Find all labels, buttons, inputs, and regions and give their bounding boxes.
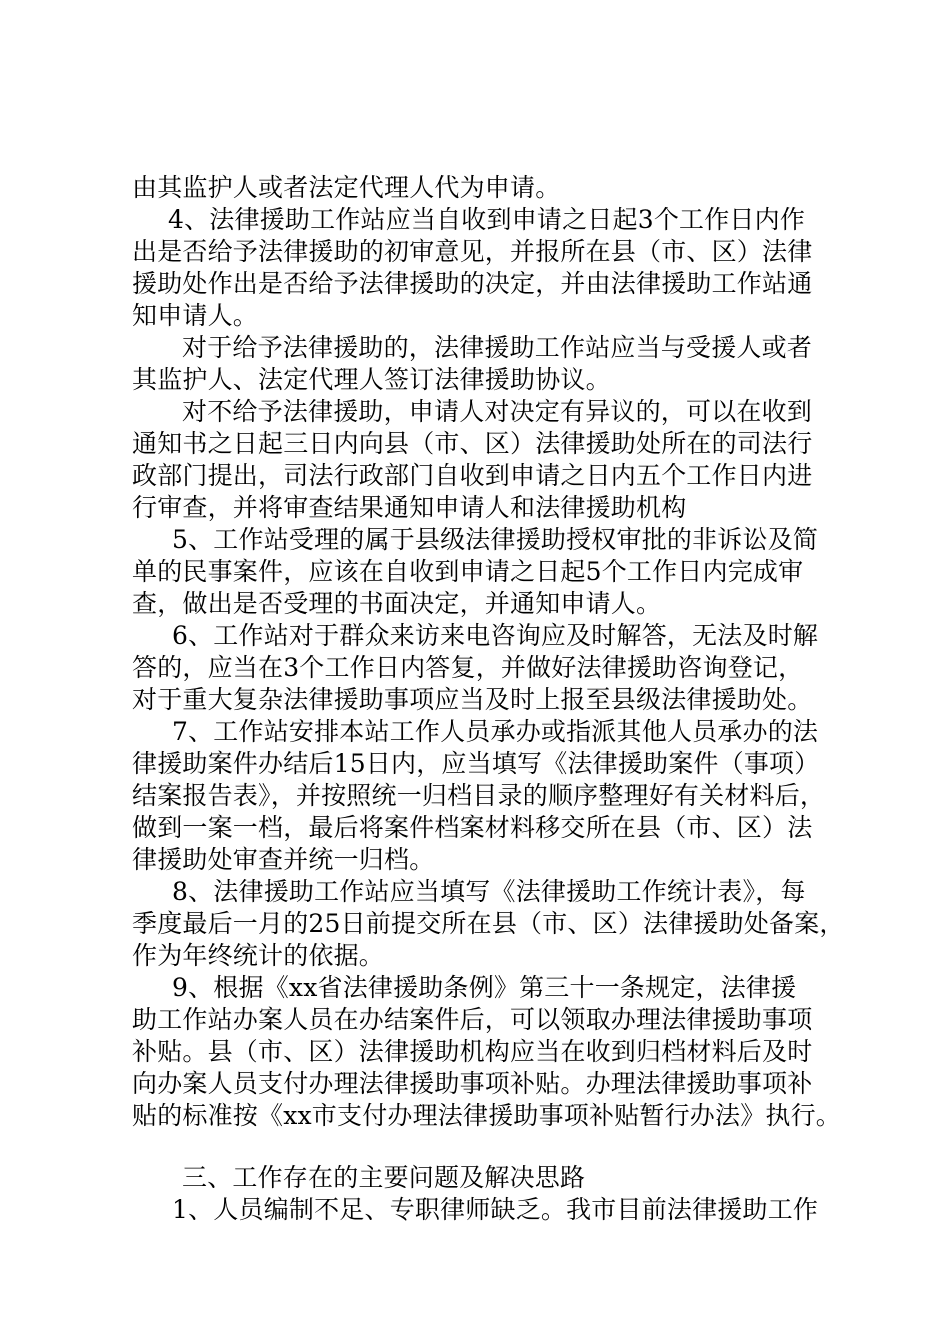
paragraph-9-line: 9、根据《xx省法律援助条例》第三十一条规定，法律援 (172, 973, 797, 1002)
paragraph-7-line: 7、工作站安排本站工作人员承办或指派其他人员承办的法 (172, 717, 819, 746)
text-line: 作为年终统计的依据。 (132, 941, 385, 970)
paragraph-5-line: 5、工作站受理的属于县级法律援助授权审批的非诉讼及简 (172, 525, 819, 554)
text-line: 其监护人、法定代理人签订法律援助协议。 (132, 365, 611, 394)
text-line: 单的民事案件，应该在自收到申请之日起5个工作日内完成审 (132, 557, 804, 586)
text-line: 助工作站办案人员在办结案件后，可以领取办理法律援助事项 (132, 1005, 813, 1034)
text-line: 律援助案件办结后15日内，应当填写《法律援助案件（事项） (132, 749, 820, 778)
text-line: 补贴。县（市、区）法律援助机构应当在收到归档材料后及时 (132, 1037, 813, 1066)
text-line: 查，做出是否受理的书面决定，并通知申请人。 (132, 589, 662, 618)
text-line: 对于给予法律援助的，法律援助工作站应当与受援人或者 (182, 333, 813, 362)
paragraph-1-line: 1、人员编制不足、专职律师缺乏。我市目前法律援助工作 (172, 1195, 819, 1224)
text-line: 行审查，并将审查结果通知申请人和法律援助机构 (132, 493, 687, 522)
paragraph-4-line: 4、法律援助工作站应当自收到申请之日起3个工作日内作 (168, 205, 806, 234)
text-line: 出是否给予法律援助的初审意见，并报所在县（市、区）法律 (132, 237, 813, 266)
paragraph-gap (132, 1132, 832, 1162)
document-body (132, 172, 845, 1226)
text-line: 通知书之日起三日内向县（市、区）法律援助处所在的司法行 (132, 429, 813, 458)
text-line: 对不给予法律援助，申请人对决定有异议的，可以在收到 (182, 397, 813, 426)
text-line: 做到一案一档，最后将案件档案材料移交所在县（市、区）法 (132, 813, 813, 842)
text-line: 对于重大复杂法律援助事项应当及时上报至县级法律援助处。 (132, 685, 813, 714)
paragraph-6-line: 6、工作站对于群众来访来电咨询应及时解答，无法及时解 (172, 621, 819, 650)
text-line: 结案报告表》，并按照统一归档目录的顺序整理好有关材料后， (132, 781, 826, 810)
text-line: 知申请人。 (132, 301, 259, 330)
text-line: 贴的标准按《xx市支付办理法律援助事项补贴暂行办法》执行。 (132, 1101, 842, 1130)
text-line: 援助处作出是否给予法律援助的决定，并由法律援助工作站通 (132, 269, 813, 298)
text-line: 政部门提出，司法行政部门自收到申请之日内五个工作日内进 (132, 461, 813, 490)
text-line: 由其监护人或者法定代理人代为申请。 (132, 173, 561, 202)
text-line: 季度最后一月的25日前提交所在县（市、区）法律援助处备案， (132, 909, 845, 938)
paragraph-8-line: 8、法律援助工作站应当填写《法律援助工作统计表》，每 (172, 877, 806, 906)
section-heading: 三、工作存在的主要问题及解决思路 (182, 1163, 586, 1192)
text-line: 律援助处审查并统一归档。 (132, 845, 435, 874)
text-line: 向办案人员支付办理法律援助事项补贴。办理法律援助事项补 (132, 1069, 813, 1098)
text-line: 答的，应当在3个工作日内答复，并做好法律援助咨询登记， (132, 653, 804, 682)
